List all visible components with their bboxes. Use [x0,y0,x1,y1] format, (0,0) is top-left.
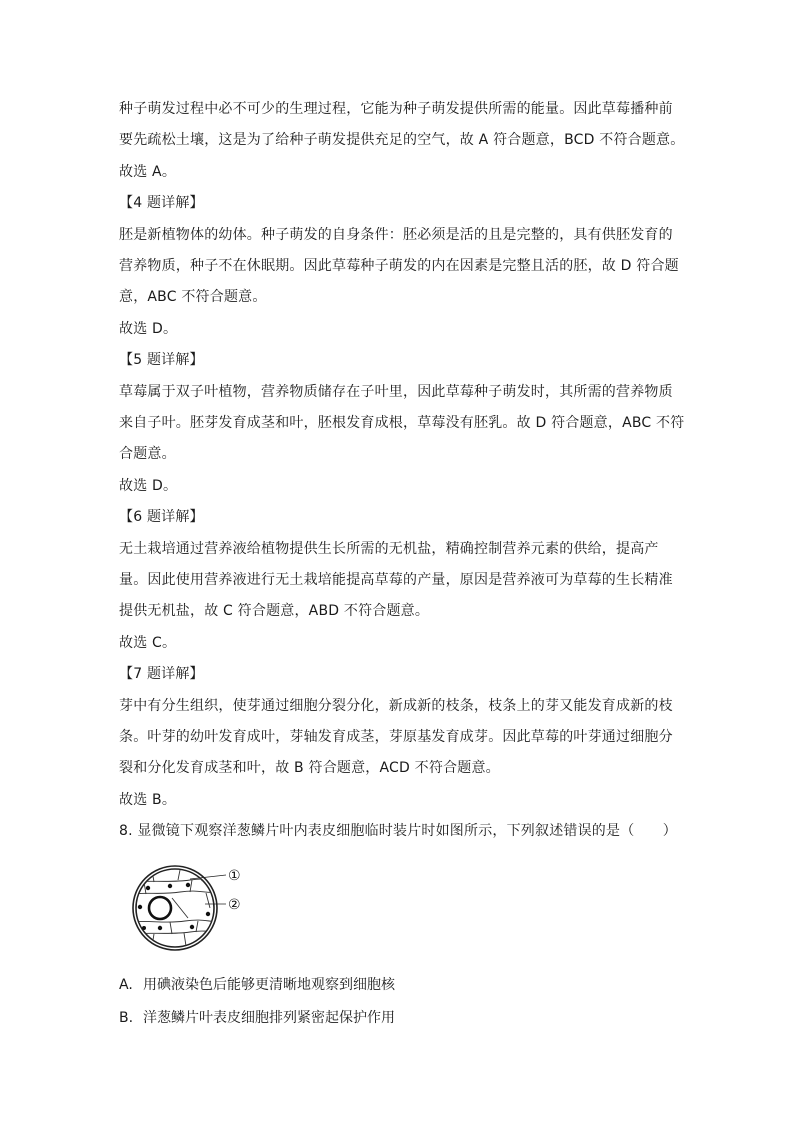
text-line: 合题意。 [119,446,176,463]
option-letter: B. [119,1010,134,1026]
option-text: 用碘液染色后能够更清晰地观察到细胞核 [143,977,395,993]
option-a [119,975,395,995]
text-line: 【7 题详解】 [119,666,204,683]
text-line: 条。叶芽的幼叶发育成叶，芽轴发育成茎，芽原基发育成芽。因此草莓的叶芽通过细胞分 [119,729,673,745]
text-line: 草莓属于双子叶植物，营养物质储存在子叶里，因此草莓种子萌发时，其所需的营养物质 [119,383,673,400]
option-letter: A. [119,977,133,993]
text-line: 【5 题详解】 [119,352,204,369]
text-line: 故选 C。 [119,634,177,651]
text-line: 无土栽培通过营养液给植物提供生长所需的无机盐，精确控制营养元素的供给，提高产 [119,540,659,557]
option-text: 洋葱鳞片叶表皮细胞排列紧密起保护作用 [143,1010,395,1026]
text-line: 故选 D。 [119,320,178,337]
text-line: 故选 A。 [119,163,177,180]
text-line: 提供无机盐，故 C 符合题意，ABD 不符合题意。 [119,603,430,620]
figure-label-1: ① [228,868,241,884]
air-bubble [149,897,171,919]
microscope-field-figure [130,862,280,954]
text-line: 意，ABC 不符合题意。 [119,289,267,306]
text-line: 【4 题详解】 [119,195,204,212]
option-b [119,1008,395,1028]
text-line: 【6 题详解】 [119,509,204,526]
text-line: 裂和分化发育成茎和叶，故 B 符合题意，ACD 不符合题意。 [119,760,500,777]
text-line: 故选 B。 [119,791,177,808]
text-line: 要先疏松土壤，这是为了给种子萌发提供充足的空气，故 A 符合题意，BCD 不符合题意。 [119,132,685,149]
text-line: 故选 D。 [119,477,178,494]
text-line: 芽中有分生组织，使芽通过细胞分裂分化，新成新的枝条，枝条上的芽又能发育成新的枝 [119,697,673,714]
text-line: 来自子叶。胚芽发育成茎和叶，胚根发育成根，草莓没有胚乳。故 D 符合题意，ABC 不符 [119,415,685,431]
text-line: 8. 显微镜下观察洋葱鳞片叶内表皮细胞临时装片时如图所示，下列叙述错误的是（ ） [119,823,678,840]
text-line: 胚是新植物体的幼体。种子萌发的自身条件：胚必须是活的且是完整的，具有供胚发育的 [119,226,673,243]
text-line: 种子萌发过程中必不可少的生理过程，它能为种子萌发提供所需的能量。因此草莓播种前 [119,101,673,117]
text-line: 营养物质，种子不在休眠期。因此草莓种子萌发的内在因素是完整且活的胚，故 D 符合题 [119,258,679,274]
figure-label-2: ② [228,897,241,913]
text-line: 量。因此使用营养液进行无土栽培能提高草莓的产量，原因是营养液可为草莓的生长精准 [119,572,673,588]
